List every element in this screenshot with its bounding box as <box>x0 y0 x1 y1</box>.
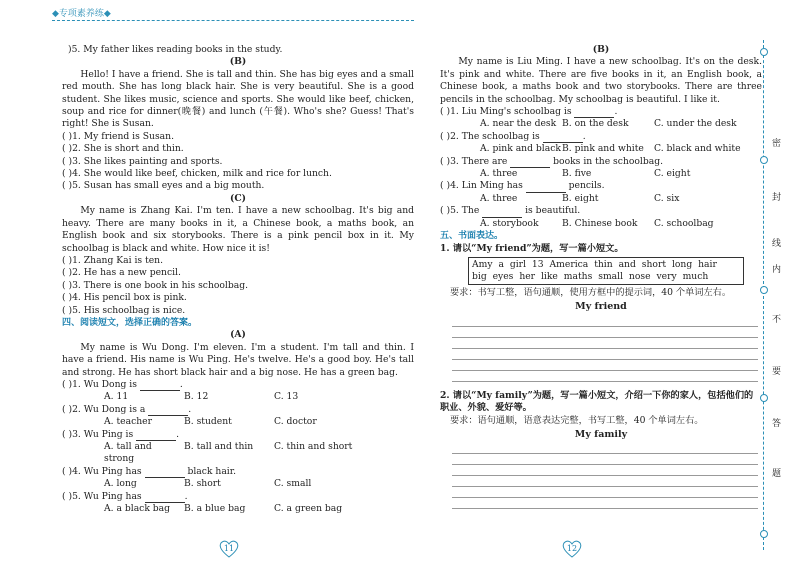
question: ( )2. The schoolbag is . <box>440 130 586 142</box>
question: ( )5. His schoolbag is nice. <box>62 304 186 316</box>
page-number: 11 <box>218 540 240 558</box>
section-title: 五、书面表达。 <box>440 231 504 242</box>
question: ( )1. My friend is Susan. <box>62 130 174 142</box>
seal-char: 封 <box>772 193 782 203</box>
composition-title: My family <box>574 428 628 440</box>
seal-char: 不 <box>772 315 782 325</box>
margin-dot <box>760 530 768 538</box>
question: ( )5. Susan has small eyes and a big mouth. <box>62 180 265 192</box>
composition-title: My friend <box>575 301 627 313</box>
writing-requirement: 要求：书写工整，语句通顺，使用方框中的提示词，40 个单词左右。 <box>450 286 732 298</box>
passage-heading: (A) <box>230 329 246 341</box>
question: ( )3. She likes painting and sports. <box>62 155 223 167</box>
word-box-line: big eyes her like maths small nose very much <box>472 270 709 282</box>
writing-line[interactable] <box>452 371 758 382</box>
writing-line[interactable] <box>452 443 758 454</box>
seal-line-margin <box>763 40 794 550</box>
writing-line[interactable] <box>452 498 758 509</box>
writing-prompt: 1. 请以“My friend”为题，写一篇小短文。 <box>440 242 624 254</box>
options: A. three B. five C. eight <box>480 168 691 180</box>
options: A. three B. eight C. six <box>480 192 680 204</box>
header-divider <box>52 20 414 21</box>
writing-requirement: 要求：语句通顺，语意表达完整，书写工整，40 个单词左右。 <box>450 414 704 426</box>
question: ( )2. She is short and thin. <box>62 143 184 155</box>
writing-line[interactable] <box>452 316 758 327</box>
seal-char: 密 <box>772 139 782 149</box>
seal-char: 要 <box>772 367 782 377</box>
writing-line[interactable] <box>452 360 758 371</box>
passage-text: My name is Wu Dong. I'm eleven. I'm a student. I'm tall and thin. I have a friend. His name is Wu Ping. He's twelve. He's a good boy. He's tall and strong. He has short black hair and a big nose. He has a green bag. <box>62 341 414 378</box>
margin-dot <box>760 394 768 402</box>
options: A. teacher B. student C. doctor <box>104 416 317 428</box>
passage-heading: (B) <box>592 44 610 55</box>
question: ( )4. She would like beef, chicken, milk and rice for lunch. <box>62 168 332 180</box>
seal-char: 答 <box>772 419 782 429</box>
options: A. storybook B. Chinese book C. schoolbag <box>480 217 714 229</box>
question: ( )5. Wu Ping has . <box>62 490 188 502</box>
margin-dot <box>760 156 768 164</box>
word-box <box>468 257 744 285</box>
question: ( )3. There is one book in his schoolbag. <box>62 279 249 291</box>
right-content <box>440 44 762 509</box>
passage-text: Hello! I have a friend. She is tall and thin. She has big eyes and a small red mouth. She has long black hair. She is very beautiful. She is a good student. She likes music, science and sports. She would like beef, chicken, soup and rice for dinner(晚餐) and lunch (午餐). Who's she? Guess! That's right! She is Susan. <box>62 68 414 130</box>
writing-line[interactable] <box>452 476 758 487</box>
question: )5. My father likes reading books in the study. <box>68 44 283 55</box>
section-title: 四、阅读短文，选择正确的答案。 <box>62 317 198 328</box>
question: ( )3. There are books in the schoolbag. <box>440 155 664 167</box>
question: ( )1. Zhang Kai is ten. <box>62 254 164 266</box>
writing-prompt: 2. 请以“My family”为题，写一篇小短文，介绍一下你的家人，包括他们的职业、外貌、爱好等。 <box>440 389 754 414</box>
passage-text: My name is Liu Ming. I have a new schoolbag. It's on the desk. It's pink and white. There are five books in it, an English book, a Chinese book, a maths book and two storybooks. There are three pencils in the schoolbag. My schoolbag is beautiful. I like it. <box>440 56 762 105</box>
writing-line[interactable] <box>452 327 758 338</box>
passage-heading: (C) <box>229 192 246 204</box>
passage-heading: (B) <box>229 56 247 68</box>
right-page <box>430 0 760 576</box>
left-content <box>62 44 414 515</box>
writing-line[interactable] <box>452 338 758 349</box>
question: ( )4. His pencil box is pink. <box>62 292 187 304</box>
question: ( )2. He has a new pencil. <box>62 267 181 279</box>
options: A. a black bag B. a blue bag C. a green bag <box>104 503 343 515</box>
question: ( )4. Lin Ming has pencils. <box>440 180 605 192</box>
question: ( )1. Liu Ming's schoolbag is . <box>440 106 618 118</box>
question: ( )4. Wu Ping has black hair. <box>62 465 237 477</box>
writing-line[interactable] <box>452 349 758 360</box>
options: A. near the desk B. on the desk C. under the desk <box>480 118 737 130</box>
question: ( )5. The is beautiful. <box>440 205 581 217</box>
section-header: ◆专项素养练◆ <box>52 9 111 19</box>
margin-dot <box>760 286 768 294</box>
question: ( )3. Wu Ping is . <box>62 428 180 440</box>
writing-line[interactable] <box>452 487 758 498</box>
margin-dot <box>760 48 768 56</box>
options: A. 11 B. 12 C. 13 <box>104 391 299 403</box>
options: A. long B. short C. small <box>104 478 312 490</box>
page-number: 12 <box>561 540 583 558</box>
writing-line[interactable] <box>452 465 758 476</box>
options: A. pink and black B. pink and white C. black and white <box>480 143 741 155</box>
seal-char: 内 <box>772 265 782 275</box>
options: A. tall and strong B. tall and thin C. thin and short <box>104 441 353 465</box>
question: ( )2. Wu Dong is a . <box>62 403 192 415</box>
passage-text: My name is Zhang Kai. I'm ten. I have a new schoolbag. It's big and heavy. There are many books in it, a Chinese book, a maths book, an English book and six storybooks. There is a pink pencil box in it. My schoolbag is black and white. How nice it is! <box>62 205 414 254</box>
seal-char: 题 <box>772 469 782 479</box>
question: ( )1. Wu Dong is . <box>62 378 183 390</box>
word-box-line: Amy a girl 13 America thin and short long hair <box>472 258 717 270</box>
writing-line[interactable] <box>452 454 758 465</box>
seal-char: 线 <box>772 239 782 249</box>
